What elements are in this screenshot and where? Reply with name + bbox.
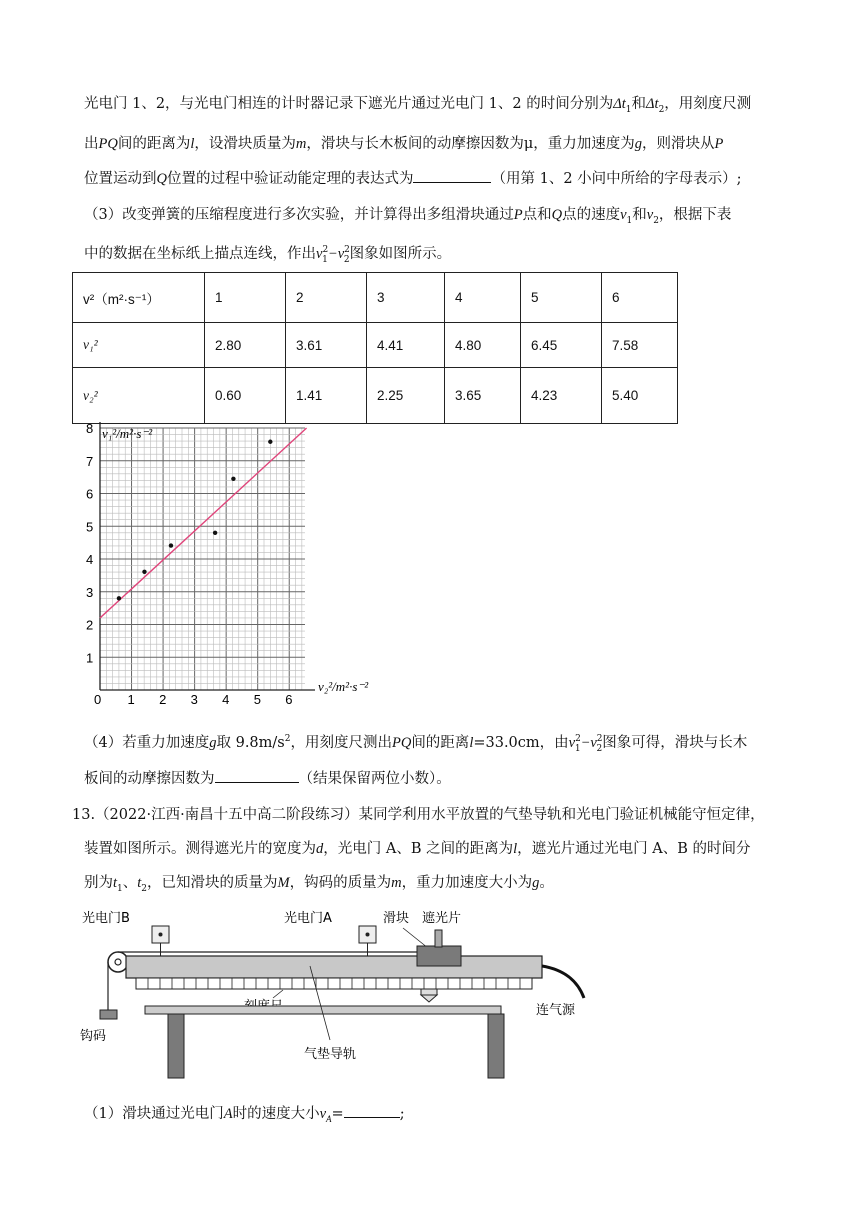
table-cell: 4.23 <box>521 368 602 424</box>
para3-line1: （3）改变弹簧的压缩程度进行多次实验，并计算得出多组滑块通过P点和Q点的速度$v_1$和$v_2$，根据下表 <box>84 207 732 226</box>
table-cell: 4.41 <box>367 323 445 368</box>
para3-line2: 中的数据在坐标纸上描点连线，作出$v^2_1-v^2_2$图象如图所示。 <box>84 245 452 265</box>
x-tick-label: 0 <box>94 692 102 704</box>
table-cell: 6.45 <box>521 323 602 368</box>
q13-line2: 装置如图所示。测得遮光片的宽度为d，光电门 A、B 之间的距离为l，遮光片通过光电门 A、B 的时间分 <box>84 841 751 857</box>
y-tick-label: 7 <box>86 453 94 469</box>
air-source-label: 连气源 <box>536 1003 576 1018</box>
para4-line2: 板间的动摩擦因数为 （结果保留两位小数）。 <box>84 771 451 787</box>
para4-line1: （4）若重力加速度g取 $9.8m/s^2$，用刻度尺测出PQ间的距离l=33.0cm，由$v^2_1-v^2_2$图象可得，滑块与长木 <box>84 734 748 754</box>
track-label: 气垫导轨 <box>304 1047 357 1062</box>
graph-x-label: v₂²/m²·s⁻² <box>318 679 369 694</box>
table-col: 6 <box>602 273 678 323</box>
table-cell: 5.40 <box>602 368 678 424</box>
weight-label: 钩码 <box>80 1029 107 1044</box>
data-point <box>117 596 121 600</box>
table-cell: 0.60 <box>205 368 286 424</box>
data-point <box>169 543 173 547</box>
table-header-label: v²（m²·s⁻¹） <box>73 273 205 323</box>
shutter-label: 遮光片 <box>422 911 462 926</box>
table-cell: 3.65 <box>445 368 521 424</box>
para1-line1: 光电门 1、2，与光电门相连的计时器记录下遮光片通过光电门 1、2 的时间分别为$\Delta t_1$和$\Delta t_2$，用刻度尺测 <box>84 96 752 115</box>
table-cell: 2.25 <box>367 368 445 424</box>
q13-part1: （1）滑块通过光电门A时的速度大小$v_A=$ ; <box>84 1106 405 1124</box>
y-tick-label: 3 <box>86 584 94 600</box>
table-cell: 2.80 <box>205 323 286 368</box>
data-point <box>231 477 235 481</box>
slider-block <box>417 946 461 966</box>
air-hose <box>542 966 584 998</box>
table-row <box>73 323 678 368</box>
hanging-weight <box>100 1010 117 1019</box>
graph-grid <box>100 422 315 690</box>
table-cell: 3.61 <box>286 323 367 368</box>
table-cell: 1.41 <box>286 368 367 424</box>
table-row <box>73 368 678 424</box>
table-col: 5 <box>521 273 602 323</box>
q13-line1: 13.（2022·江西·南昌十五中高二阶段练习）某同学利用水平放置的气垫导轨和光电门验证机械能守恒定律， <box>72 807 765 823</box>
gate-a-label: 光电门A <box>284 911 332 926</box>
v-squared-graph <box>70 422 390 704</box>
table-header-row <box>73 273 678 323</box>
y-tick-label: 6 <box>86 486 94 502</box>
x-tick-label: 3 <box>190 692 198 704</box>
y-tick-label: 4 <box>86 552 94 567</box>
table-col: 3 <box>367 273 445 323</box>
answer-blank-13-1 <box>344 1117 400 1118</box>
table-col: 1 <box>205 273 286 323</box>
x-tick-label: 5 <box>253 692 261 704</box>
para1-line2: 出PQ间的距离为l，设滑块质量为m，滑块与长木板间的动摩擦因数为μ，重力加速度为g，则滑块从P <box>84 136 724 152</box>
table-col: 4 <box>445 273 521 323</box>
fit-line <box>100 428 307 618</box>
x-tick-label: 1 <box>127 692 135 704</box>
table-cell: 7.58 <box>602 323 678 368</box>
answer-blank-4 <box>215 782 299 783</box>
ruler <box>136 978 532 989</box>
air-track <box>126 956 542 978</box>
shutter <box>435 930 442 947</box>
slider-label: 滑块 <box>383 911 410 926</box>
table-col: 2 <box>286 273 367 323</box>
x-tick-label: 4 <box>222 692 230 704</box>
table-row-label: v₂² <box>73 368 205 424</box>
data-table <box>72 272 678 424</box>
q13-line3: 别为$t_1$、$t_2$，已知滑块的质量为M，钩码的质量为m，重力加速度大小为g。 <box>84 875 554 894</box>
graph-y-label: v₁²/m²·s⁻² <box>102 426 153 441</box>
table-row-label: v₁² <box>73 323 205 368</box>
data-point <box>213 531 217 535</box>
graph-fit-line <box>100 428 307 618</box>
table-leg-right <box>488 1014 504 1078</box>
data-point <box>142 570 146 574</box>
x-tick-label: 2 <box>159 692 167 704</box>
y-tick-label: 5 <box>86 519 94 535</box>
para1-line3: 位置运动到Q位置的过程中验证动能定理的表达式为 （用第 1、2 小问中所给的字母表示）; <box>84 171 742 187</box>
data-point <box>268 440 272 444</box>
gate-b-label: 光电门B <box>82 911 130 926</box>
air-track-apparatus-diagram <box>78 900 598 1090</box>
table-cell: 4.80 <box>445 323 521 368</box>
y-tick-label: 1 <box>86 650 94 666</box>
table-leg-left <box>168 1014 184 1078</box>
answer-blank-2 <box>413 182 491 183</box>
graph-tick-labels <box>86 422 292 704</box>
y-tick-label: 8 <box>86 422 94 436</box>
x-tick-label: 6 <box>285 692 293 704</box>
y-tick-label: 2 <box>86 617 94 633</box>
